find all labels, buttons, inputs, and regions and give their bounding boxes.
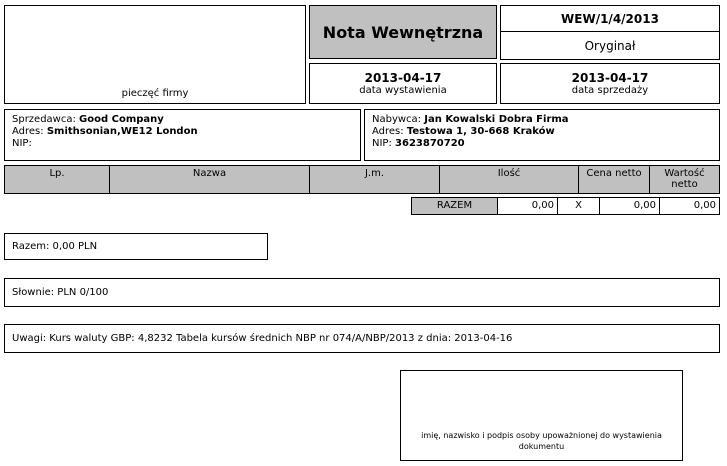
buyer-name-label: Nabywca:: [372, 114, 422, 125]
issue-date-label: data wystawienia: [359, 85, 447, 96]
buyer-name: Jan Kowalski Dobra Firma: [424, 114, 569, 125]
buyer-box: [364, 109, 720, 161]
column-header-lp: Lp.: [4, 165, 110, 194]
sale-date-label: data sprzedaży: [571, 85, 649, 96]
total-quantity: 0,00: [497, 197, 558, 215]
notes: Uwagi: Kurs waluty GBP: 4,8232 Tabela kursów średnich NBP nr 074/A/NBP/2013 z dnia: 2013-04-16: [4, 324, 720, 353]
buyer-nip-label: NIP:: [372, 138, 392, 149]
issue-date-box: [309, 63, 497, 104]
buyer-address-label: Adres:: [372, 126, 404, 137]
copy-type: Oryginał: [584, 38, 636, 53]
seller-box: [4, 109, 361, 161]
column-header-unit: J.m.: [309, 165, 440, 194]
issue-date: 2013-04-17: [364, 71, 442, 85]
company-stamp-box: [4, 5, 306, 104]
buyer-nip: 3623870720: [395, 138, 465, 149]
seller-address-label: Adres:: [12, 126, 44, 137]
signature-box: [400, 370, 683, 461]
document-number: WEW/1/4/2013: [501, 6, 719, 32]
column-header-quantity: Ilość: [439, 165, 579, 194]
document-number-box: [500, 5, 720, 60]
seller-address: Smithsonian,WE12 London: [46, 126, 198, 137]
buyer-address: Testowa 1, 30-668 Kraków: [406, 126, 555, 137]
stamp-label: pieczęć firmy: [121, 88, 189, 99]
column-header-name: Nazwa: [109, 165, 310, 194]
document-title: Nota Wewnętrzna: [322, 22, 484, 42]
seller-nip-label: NIP:: [12, 138, 32, 149]
seller-name-label: Sprzedawca:: [12, 114, 76, 125]
sale-date: 2013-04-17: [571, 71, 649, 85]
sale-date-box: [500, 63, 720, 104]
document-title-box: [309, 5, 497, 59]
total-price: X: [557, 197, 600, 215]
seller-name: Good Company: [79, 114, 164, 125]
total-summary: Razem: 0,00 PLN: [4, 233, 268, 260]
total-label: RAZEM: [411, 197, 498, 215]
column-header-net-price: Cena netto: [578, 165, 650, 194]
signature-label: imię, nazwisko i podpis osoby upoważnionej do wystawienia dokumentu: [421, 431, 662, 451]
column-header-net-value: Wartość netto: [649, 165, 720, 194]
total-net: 0,00: [599, 197, 660, 215]
total-value: 0,00: [659, 197, 720, 215]
amount-in-words: Słownie: PLN 0/100: [4, 278, 720, 307]
